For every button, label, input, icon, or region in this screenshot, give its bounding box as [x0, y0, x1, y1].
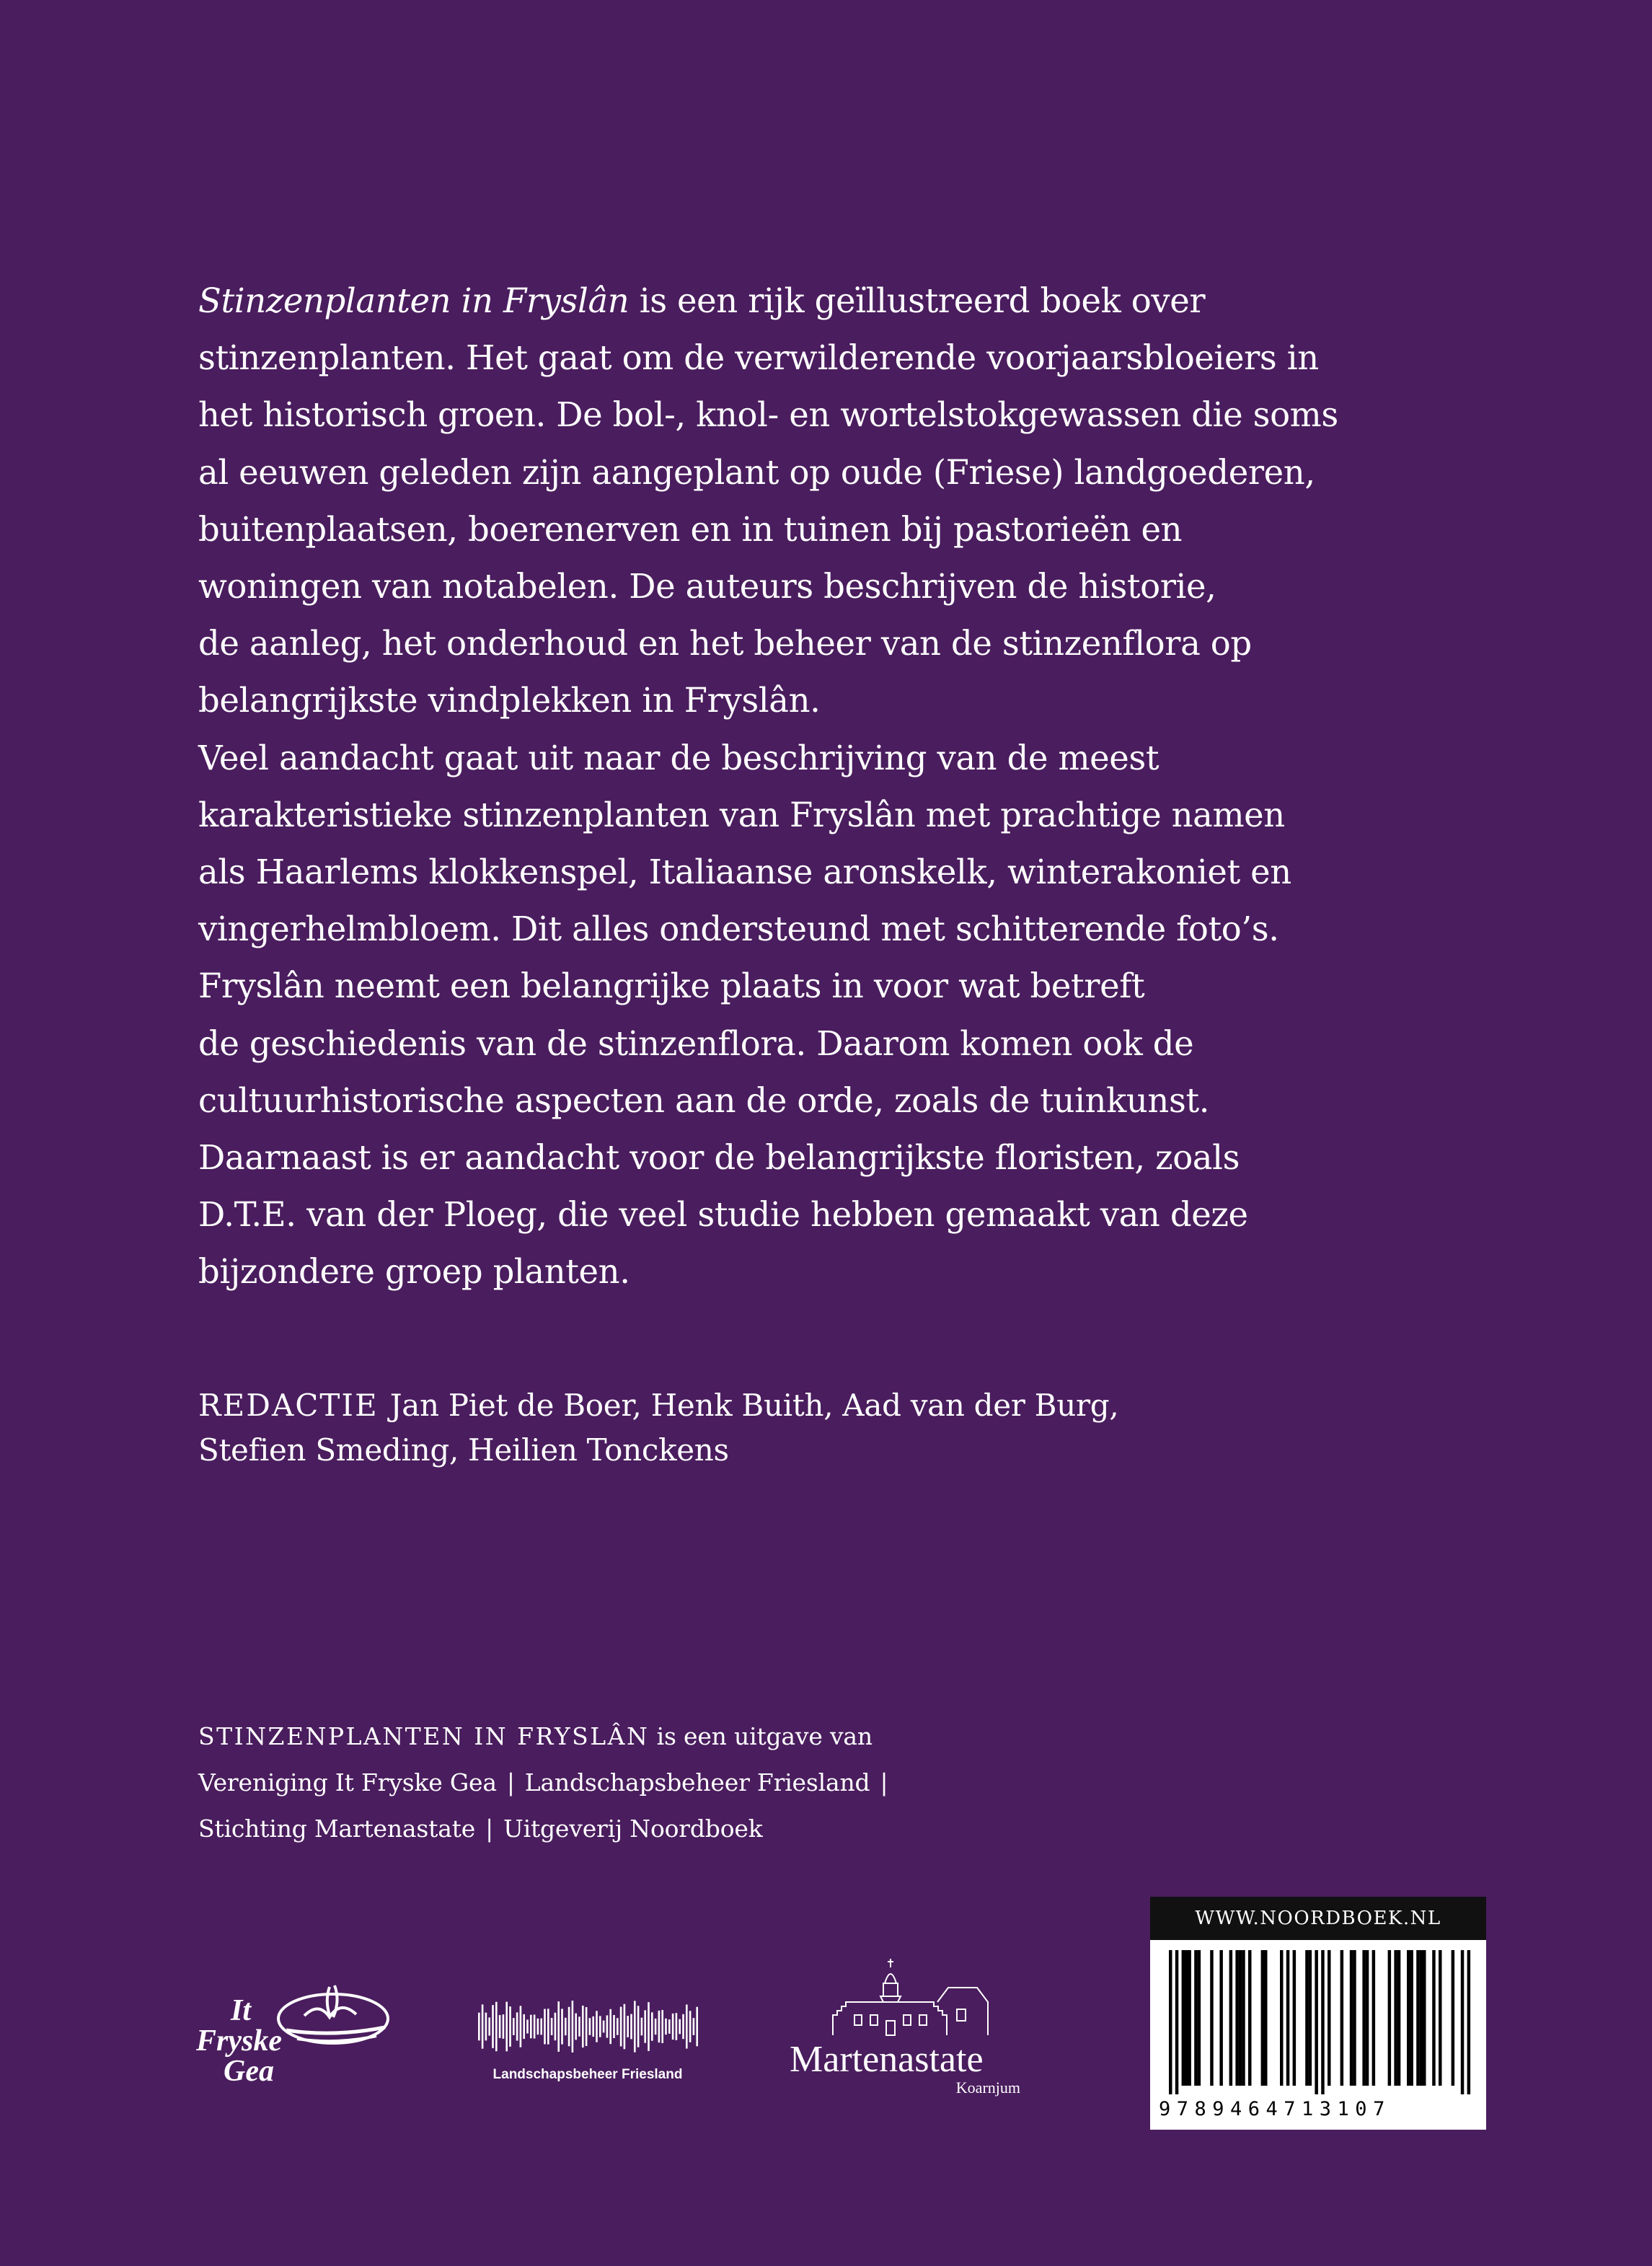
barcode-bar [1420, 1950, 1423, 2086]
waveform-bar [505, 2002, 508, 2052]
barcode-bar [1188, 1950, 1191, 2086]
description-line-11: vingerhelmbloem. Dit alles ondersteund met schitterende foto’s. [198, 909, 1279, 949]
waveform-bar [655, 2019, 657, 2034]
waveform-bar [526, 2019, 529, 2033]
barcode-bar [1309, 1950, 1312, 2086]
barcode-bar [1362, 1950, 1366, 2086]
barcode-bar [1366, 1950, 1369, 2086]
description-line-16: D.T.E. van der Ploeg, die veel studie hebben gemaakt van deze [198, 1195, 1248, 1235]
barcode-bar [1182, 1950, 1185, 2086]
website-url: WWW.NOORDBOEK.NL [1150, 1897, 1486, 1940]
waveform-bar [551, 2018, 553, 2035]
description-line-17: bijzondere groep planten. [198, 1252, 630, 1292]
waveform-bar [696, 2007, 698, 2047]
barcode-bar [1286, 1950, 1290, 2086]
waveform-bar [617, 2018, 619, 2034]
waveform-bar [686, 2004, 688, 2048]
waveform-bar [537, 2019, 539, 2034]
waveform-bar [634, 2001, 636, 2052]
description-line-4: buitenplaatsen, boerenerven en in tuinen bij pastorieën en [198, 509, 1183, 549]
waveform-bar [578, 2016, 580, 2036]
publisher-title-caps: STINZENPLANTEN IN FRYSLÂN [198, 1722, 650, 1750]
publisher-intro: STINZENPLANTEN IN FRYSLÂN is een uitgave van [198, 1722, 873, 1750]
description-line-15: Daarnaast is er aandacht voor de belangrijkste floristen, zoals [198, 1138, 1240, 1178]
barcode-bar [1198, 1950, 1201, 2086]
partner-landschapsbeheer: Landschapsbeheer Friesland [524, 1768, 870, 1797]
ifg-word-gea: Gea [224, 2055, 274, 2088]
description-line-7: belangrijkste vindplekken in Fryslân. [198, 681, 821, 720]
barcode-bar [1452, 1950, 1455, 2086]
description-line-13: de geschiedenis van de stinzenflora. Daarom komen ook de [198, 1023, 1194, 1063]
waveform-bar [672, 2014, 674, 2040]
barcode-bar [1169, 1950, 1172, 2094]
barcode-bar [1432, 1950, 1436, 2086]
waveform-bar [561, 2009, 563, 2044]
barcode-bar [1340, 1950, 1344, 2086]
separator: | [880, 1768, 888, 1797]
waveform-bar [644, 2010, 646, 2042]
waveform-bar [547, 2009, 549, 2044]
barcode-bar [1175, 1950, 1179, 2094]
barcode-bar [1229, 1950, 1233, 2086]
editors-line-1 [198, 1383, 1352, 1428]
barcode-bar [1423, 1950, 1426, 2086]
ifg-word-fryske: Fryske [196, 2024, 282, 2058]
barcode-bar [1280, 1950, 1284, 2086]
description-line-10: als Haarlems klokkenspel, Italiaanse aronskelk, winterakoniet en [198, 852, 1291, 892]
editors-label: REDACTIE [198, 1388, 379, 1423]
barcode-bar [1315, 1950, 1318, 2094]
barcode-bar [1210, 1950, 1214, 2086]
waveform-bar [668, 2019, 671, 2034]
waveform-bar [599, 2016, 601, 2037]
description-line-1: stinzenplanten. Het gaat om de verwilderende voorjaarsbloeiers in [198, 338, 1319, 378]
waveform-bar [651, 2012, 653, 2040]
description-line-3: al eeuwen geleden zijn aangeplant op oude (Friese) landgoederen, [198, 452, 1315, 492]
ifg-word-it: It [231, 1994, 252, 2027]
barcode-bar [1194, 1950, 1198, 2086]
lbf-caption: Landschapsbeheer Friesland [492, 2067, 683, 2082]
waveform-bar [637, 2006, 640, 2047]
waveform-bar [603, 2021, 605, 2033]
description-line-8: Veel aandacht gaat uit naar de beschrijving van de meest [198, 738, 1160, 777]
waveform-bar [606, 2015, 609, 2037]
waveform-bar [530, 2015, 532, 2039]
barcode-bar [1235, 1950, 1239, 2086]
waveform-bar [693, 2018, 695, 2035]
barcode-bar [1185, 1950, 1188, 2086]
waveform-bar [648, 2002, 650, 2051]
landschapsbeheer-friesland-logo [472, 1991, 703, 2099]
barcode-bar [1293, 1950, 1297, 2086]
waveform-bar [630, 2014, 632, 2040]
book-title-italic: Stinzenplanten in Fryslân [198, 281, 630, 320]
martenastate-place: Koarnjum [955, 2078, 1020, 2097]
partner-it-fryske-gea: Vereniging It Fryske Gea [198, 1768, 497, 1797]
barcode-bar [1321, 1950, 1325, 2094]
waveform-bar [582, 2006, 584, 2047]
manor-house-icon [790, 1954, 1028, 2099]
description-line-6: de aanleg, het onderhoud en het beheer van de stinzenflora op [198, 624, 1252, 664]
separator: | [506, 1768, 515, 1797]
partner-martenastate: Stichting Martenastate [198, 1815, 476, 1843]
barcode-bar [1467, 1950, 1471, 2094]
editors-names-2: Stefien Smeding, Heilien Tonckens [198, 1432, 729, 1468]
waveform-bar [565, 2018, 567, 2035]
barcode-bar [1372, 1950, 1376, 2086]
barcode-bar [1350, 1950, 1353, 2086]
partner-noordboek: Uitgeverij Noordboek [503, 1815, 763, 1843]
waveform-bar [509, 2006, 511, 2047]
waveform-bar [613, 2015, 615, 2038]
waveform-bar [676, 2013, 678, 2040]
waveform-bar [482, 2004, 484, 2048]
barcode-bar [1239, 1950, 1242, 2086]
waveform-bar [592, 2016, 594, 2037]
barcode-bar [1394, 1950, 1397, 2086]
isbn-number: 9789464713107 [1159, 2098, 1391, 2120]
waveform-bar [516, 2012, 518, 2040]
waveform-bar [575, 2014, 577, 2040]
barcode-bar [1353, 1950, 1356, 2086]
isbn-barcode [1150, 1897, 1486, 2130]
waveform-bar [492, 2005, 494, 2048]
waveform-bar [520, 2006, 522, 2047]
barcode-bar [1397, 1950, 1401, 2086]
barcode-bar [1248, 1950, 1252, 2086]
description-line-9: karakteristieke stinzenplanten van Fryslân met prachtige namen [198, 795, 1285, 834]
waveform-bars [478, 2001, 698, 2053]
waveform-bar [544, 2009, 546, 2045]
barcode-bars [1150, 1940, 1486, 2099]
waveform-bar [609, 2009, 611, 2044]
waveform-bar [488, 2017, 490, 2035]
waveform-bar [658, 2011, 661, 2042]
waveform-bar [540, 2019, 542, 2035]
barcode-bar [1407, 1950, 1410, 2086]
waveform-bar [627, 2016, 629, 2037]
waveform-bar [679, 2019, 681, 2034]
description-line-5: woningen van notabelen. De auteurs beschrijven de historie, [198, 567, 1216, 607]
barcode-bar [1439, 1950, 1442, 2086]
waveform-bar [596, 2011, 598, 2042]
editors-credit [198, 1383, 1352, 1473]
waveform-bar [499, 2015, 501, 2038]
waveform-bar [557, 2001, 560, 2052]
barcode-bar [1305, 1950, 1309, 2086]
waveform-bar [485, 2013, 487, 2041]
it-fryske-gea-logo [196, 1972, 398, 2088]
description-line-14: cultuurhistorische aspecten aan de orde, zoals de tuinkunst. [198, 1080, 1210, 1120]
martenastate-logo [790, 1954, 1028, 2099]
barcode-bar [1388, 1950, 1392, 2086]
editors-names-1: Jan Piet de Boer, Henk Buith, Aad van der Burg, [389, 1388, 1119, 1423]
waveform-bar [661, 2010, 663, 2043]
barcode-bar [1242, 1950, 1245, 2086]
barcode-bar [1410, 1950, 1413, 2086]
barcode-bar [1461, 1950, 1465, 2094]
publisher-credit [198, 1714, 1136, 1852]
waveform-bar [478, 2013, 480, 2041]
barcode-bar [1261, 1950, 1265, 2086]
martenastate-wordmark: Martenastate [790, 2039, 984, 2080]
barcode-bar [1416, 1950, 1420, 2086]
barcode-bar [1264, 1950, 1268, 2086]
waveform-bar [495, 2002, 498, 2051]
waveform-bar [641, 2018, 643, 2036]
separator: | [485, 1815, 493, 1843]
barcode-bar [1328, 1950, 1331, 2086]
publisher-line-3 [198, 1806, 1136, 1852]
waveform-bar [555, 2013, 557, 2040]
waveform-bar [503, 2014, 505, 2039]
description-line-2: het historisch groen. De bol-, knol- en wortelstokgewassen die soms [198, 395, 1338, 435]
waveform-bar [624, 2004, 626, 2050]
barcode-bar [1219, 1950, 1223, 2086]
waveform-bar [589, 2018, 591, 2035]
publisher-line-2 [198, 1760, 1136, 1806]
waveform-bar [689, 2011, 692, 2042]
waveform-bar [620, 2007, 622, 2047]
waveform-bar [586, 2007, 588, 2046]
waveform-bar [534, 2014, 536, 2038]
description-line-12: Fryslân neemt een belangrijke plaats in voor wat betreft [198, 966, 1145, 1006]
waveform-bar [523, 2014, 525, 2039]
waveform-bar [682, 2014, 684, 2039]
bird-over-water-icon [196, 1972, 398, 2088]
description-paragraph [198, 273, 1395, 1301]
waveform-bar [568, 2007, 570, 2047]
description-text [198, 273, 1395, 1301]
waveform-landscape-icon [472, 1991, 703, 2099]
description-line-0: Stinzenplanten in Fryslân is een rijk geïllustreerd boek over [198, 281, 1206, 320]
waveform-bar [572, 2001, 574, 2053]
waveform-bar [665, 2019, 667, 2034]
waveform-bar [513, 2018, 515, 2035]
